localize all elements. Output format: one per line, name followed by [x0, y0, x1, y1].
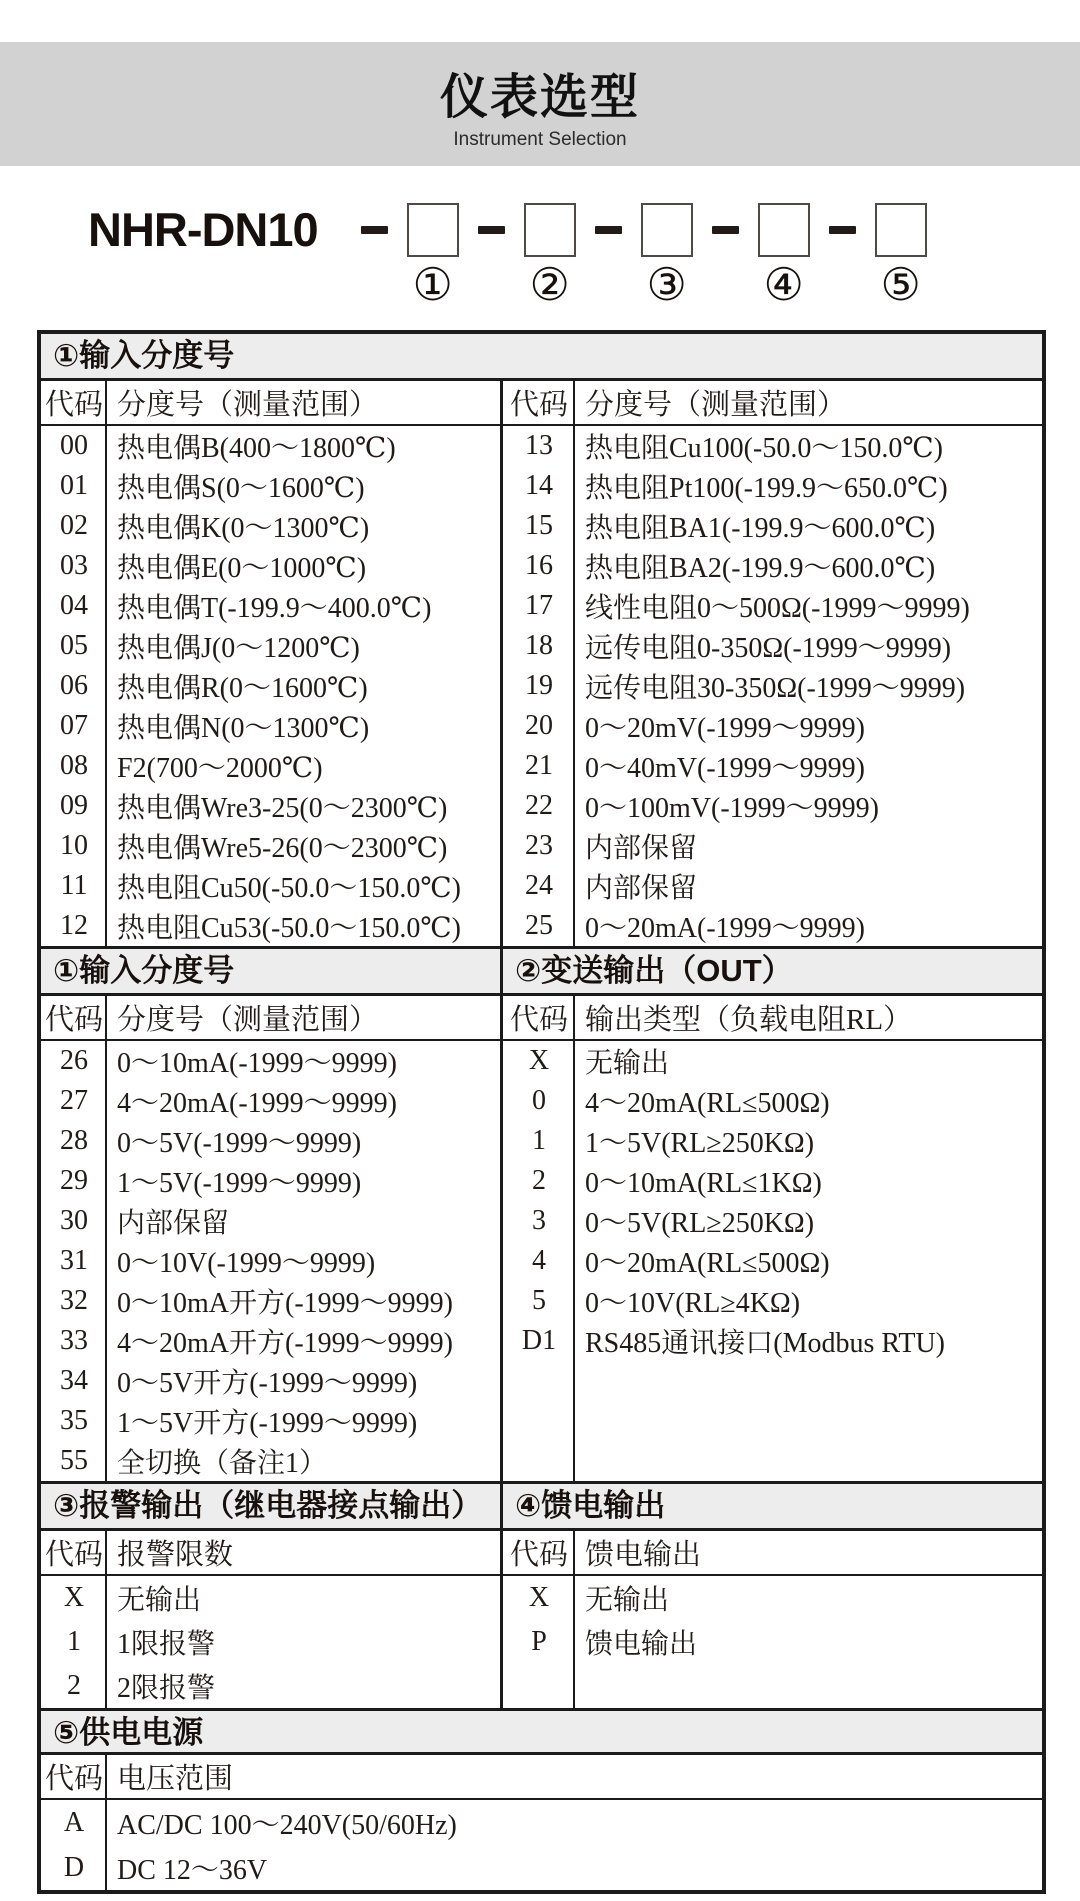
value-cell: 无输出 [585, 1585, 670, 1616]
table-row [503, 1121, 1042, 1161]
code-cell: 32 [60, 1285, 88, 1316]
model-prefix: NHR-DN10 [88, 203, 318, 256]
code-column-header: 代码 [44, 1763, 103, 1795]
table-row [503, 466, 1042, 506]
table-row [503, 786, 1042, 826]
code-column-header: 代码 [509, 1539, 568, 1571]
code-cell: 20 [525, 710, 553, 741]
column-divider [105, 996, 107, 1481]
table-row [41, 1441, 500, 1481]
table-row [41, 1161, 500, 1201]
value-cell: 0～5V(-1999～9999) [117, 1128, 362, 1159]
value-cell: 0～20mV(-1999～9999) [585, 713, 865, 744]
value-column-header: 馈电输出 [585, 1539, 702, 1571]
table-row [41, 706, 500, 746]
code-rows [41, 1800, 1042, 1890]
dash-separator [478, 226, 505, 234]
value-column-header: 报警限数 [117, 1539, 234, 1571]
code-cell: 04 [60, 590, 88, 621]
code-cell: 13 [525, 430, 553, 461]
value-cell: 1限报警 [117, 1629, 216, 1660]
code-cell: 01 [60, 470, 88, 501]
code-cell: 06 [60, 670, 88, 701]
table-row [41, 466, 500, 506]
model-code-line [88, 203, 927, 309]
model-slot-2 [524, 203, 576, 309]
model-slot-3 [641, 203, 693, 309]
table-row [503, 1161, 1042, 1201]
table-row [41, 626, 500, 666]
code-rows [41, 1576, 500, 1708]
section-header-feed: ④馈电输出 [515, 1488, 666, 1523]
value-cell: F2(700～2000℃) [117, 753, 323, 784]
code-cell: 26 [60, 1045, 88, 1076]
table-row [503, 506, 1042, 546]
value-column-header: 分度号（测量范围） [117, 389, 379, 421]
table-row [41, 1281, 500, 1321]
code-cell: 22 [525, 790, 553, 821]
value-cell: 1～5V开方(-1999～9999) [117, 1408, 418, 1439]
code-cell: 35 [60, 1405, 88, 1436]
code-cell: 17 [525, 590, 553, 621]
code-cell: 30 [60, 1205, 88, 1236]
model-digit-box [641, 203, 693, 257]
column-header-row [503, 1531, 1042, 1576]
section-2-body [41, 996, 1042, 1481]
section-2-left [41, 996, 503, 1481]
value-cell: 4～20mA(RL≤500Ω) [585, 1088, 830, 1119]
column-header-row [503, 996, 1042, 1041]
section-3-4-body [41, 1531, 1042, 1708]
section-3-left [41, 1531, 503, 1708]
table-row [41, 1321, 500, 1361]
value-column-header: 分度号（测量范围） [117, 1004, 379, 1036]
code-cell: 00 [60, 430, 88, 461]
section-header-output: ②变送输出（OUT） [515, 953, 793, 988]
code-cell: A [63, 1806, 85, 1838]
section-5-body [41, 1755, 1042, 1890]
value-cell: 4～20mA开方(-1999～9999) [117, 1328, 453, 1359]
column-header-row [41, 381, 500, 426]
code-cell: X [528, 1045, 550, 1076]
value-cell: 热电阻BA1(-199.9～600.0℃) [585, 513, 936, 544]
table-row [41, 666, 500, 706]
column-header-row [41, 996, 500, 1041]
column-divider [105, 381, 107, 946]
column-divider [105, 1531, 107, 1708]
value-cell: 线性电阻0～500Ω(-1999～9999) [585, 593, 970, 624]
value-cell: 0～40mV(-1999～9999) [585, 753, 865, 784]
column-divider [573, 996, 575, 1481]
section-5-full [41, 1755, 1042, 1890]
model-digit-label: ④ [763, 260, 804, 310]
code-cell: 21 [525, 750, 553, 781]
table-row [503, 1241, 1042, 1281]
value-cell: 0～100mV(-1999～9999) [585, 793, 879, 824]
code-cell: D1 [521, 1325, 557, 1356]
code-cell: 3 [532, 1205, 546, 1236]
column-divider [573, 381, 575, 946]
code-cell: D [63, 1851, 85, 1883]
model-digit-box [407, 203, 459, 257]
code-cell: X [528, 1582, 550, 1613]
code-cell: 33 [60, 1325, 88, 1356]
table-row [41, 586, 500, 626]
value-cell: 0～20mA(-1999～9999) [585, 913, 865, 944]
value-cell: 1～5V(RL≥250KΩ) [585, 1128, 815, 1159]
code-cell: 03 [60, 550, 88, 581]
value-cell: 热电偶T(-199.9～400.0℃) [117, 593, 432, 624]
section-1-left [41, 381, 503, 946]
value-cell: 0～10mA(RL≤1KΩ) [585, 1168, 822, 1199]
table-row [41, 1620, 500, 1664]
table-row [41, 1361, 500, 1401]
code-cell: 24 [525, 870, 553, 901]
section-header-label: ①输入分度号 [53, 338, 235, 373]
table-row [503, 746, 1042, 786]
model-digit-label: ① [412, 260, 453, 310]
value-cell: 2限报警 [117, 1673, 216, 1704]
table-row [503, 906, 1042, 946]
value-cell: 内部保留 [117, 1208, 230, 1239]
value-cell: DC 12～36V [117, 1854, 268, 1886]
model-digit-box [758, 203, 810, 257]
table-row [41, 1081, 500, 1121]
value-cell: 远传电阻30-350Ω(-1999～9999) [585, 673, 966, 704]
code-cell: 18 [525, 630, 553, 661]
code-cell: P [531, 1626, 547, 1657]
value-cell: 热电阻Cu50(-50.0～150.0℃) [117, 873, 461, 904]
model-slot-1 [407, 203, 459, 309]
section-header-row [41, 1481, 1042, 1531]
dash-separator [712, 226, 739, 234]
table-row [503, 1281, 1042, 1321]
value-cell: 热电阻Pt100(-199.9～650.0℃) [585, 473, 948, 504]
table-row [41, 546, 500, 586]
model-digit-label: ② [529, 260, 570, 310]
table-row [503, 826, 1042, 866]
model-digit-box [875, 203, 927, 257]
value-cell: 热电偶Wre3-25(0～2300℃) [117, 793, 448, 824]
table-row [503, 706, 1042, 746]
code-cell: 31 [60, 1245, 88, 1276]
table-row [503, 666, 1042, 706]
code-cell: 16 [525, 550, 553, 581]
code-cell: 07 [60, 710, 88, 741]
table-row [41, 1576, 500, 1620]
value-cell: 热电阻BA2(-199.9～600.0℃) [585, 553, 936, 584]
table-row [503, 1041, 1042, 1081]
table-row [41, 1664, 500, 1708]
table-row [41, 426, 500, 466]
code-cell: 0 [532, 1085, 546, 1116]
page-subtitle: Instrument Selection [453, 129, 627, 150]
code-cell: 11 [60, 870, 88, 901]
dash-separator [595, 226, 622, 234]
value-cell: 0～10mA开方(-1999～9999) [117, 1288, 453, 1319]
value-cell: 无输出 [117, 1585, 202, 1616]
table-row [503, 426, 1042, 466]
table-row [41, 786, 500, 826]
model-slot-5 [875, 203, 927, 309]
table-row [503, 866, 1042, 906]
code-cell: 12 [60, 910, 88, 941]
code-cell: 27 [60, 1085, 88, 1116]
code-cell: 10 [60, 830, 88, 861]
code-cell: 1 [67, 1626, 81, 1657]
value-cell: RS485通讯接口(Modbus RTU) [585, 1328, 946, 1359]
code-cell: 4 [532, 1245, 546, 1276]
code-column-header: 代码 [509, 389, 568, 421]
value-cell: AC/DC 100～240V(50/60Hz) [117, 1809, 457, 1841]
value-cell: 内部保留 [585, 873, 698, 904]
table-row [41, 1845, 1042, 1890]
page-title: 仪表选型 [439, 71, 640, 124]
table-row [41, 1121, 500, 1161]
code-cell: 2 [67, 1670, 81, 1701]
table-row [503, 1620, 1042, 1664]
code-cell: 2 [532, 1165, 546, 1196]
table-row [41, 1041, 500, 1081]
column-divider [573, 1531, 575, 1708]
code-rows [41, 426, 500, 946]
value-cell: 热电偶J(0～1200℃) [117, 633, 360, 664]
table-row [503, 1201, 1042, 1241]
model-digit-box [524, 203, 576, 257]
table-row [41, 1401, 500, 1441]
code-column-header: 代码 [44, 389, 103, 421]
table-row [41, 1241, 500, 1281]
model-slot-4 [758, 203, 810, 309]
title-band [0, 42, 1080, 166]
table-row [41, 826, 500, 866]
code-cell: 09 [60, 790, 88, 821]
value-cell: 0～5V(RL≥250KΩ) [585, 1208, 815, 1239]
section-1-right [503, 381, 1042, 946]
section-header-power [41, 1708, 1042, 1755]
selection-table [37, 330, 1046, 1894]
code-cell: 1 [532, 1125, 546, 1156]
section-1-body [41, 381, 1042, 946]
value-cell: 全切换（备注1） [117, 1448, 328, 1479]
value-cell: 热电阻Cu53(-50.0～150.0℃) [117, 913, 461, 944]
column-header-row [41, 1531, 500, 1576]
code-cell: 34 [60, 1365, 88, 1396]
code-column-header: 代码 [509, 1004, 568, 1036]
value-cell: 热电偶R(0～1600℃) [117, 673, 368, 704]
model-digit-label: ③ [646, 260, 687, 310]
table-row [41, 866, 500, 906]
code-rows [503, 1576, 1042, 1664]
value-cell: 热电偶S(0～1600℃) [117, 473, 365, 504]
value-cell: 无输出 [585, 1048, 670, 1079]
table-row [503, 1321, 1042, 1361]
dash-separator [829, 226, 856, 234]
section-header-input-cont: ①输入分度号 [41, 949, 503, 993]
code-cell: 08 [60, 750, 88, 781]
code-cell: 28 [60, 1125, 88, 1156]
table-row [503, 1081, 1042, 1121]
section-header-label: ⑤供电电源 [53, 1715, 204, 1750]
table-row [503, 626, 1042, 666]
value-cell: 热电阻Cu100(-50.0～150.0℃) [585, 433, 943, 464]
table-row [503, 586, 1042, 626]
value-cell: 1～5V(-1999～9999) [117, 1168, 362, 1199]
value-cell: 0～10V(-1999～9999) [117, 1248, 376, 1279]
section-header-row [41, 946, 1042, 996]
code-cell: 29 [60, 1165, 88, 1196]
code-rows [503, 426, 1042, 946]
value-cell: 0～20mA(RL≤500Ω) [585, 1248, 830, 1279]
value-column-header: 输出类型（负载电阻RL） [585, 1004, 913, 1036]
value-cell: 馈电输出 [585, 1629, 698, 1660]
section-4-right [503, 1531, 1042, 1708]
table-row [503, 1576, 1042, 1620]
value-cell: 0～10V(RL≥4KΩ) [585, 1288, 801, 1319]
value-cell: 0～5V开方(-1999～9999) [117, 1368, 418, 1399]
code-cell: 55 [60, 1445, 88, 1476]
value-cell: 内部保留 [585, 833, 698, 864]
table-row [41, 506, 500, 546]
code-cell: 25 [525, 910, 553, 941]
code-cell: 15 [525, 510, 553, 541]
value-cell: 热电偶N(0～1300℃) [117, 713, 370, 744]
value-cell: 热电偶Wre5-26(0～2300℃) [117, 833, 448, 864]
value-cell: 热电偶K(0～1300℃) [117, 513, 370, 544]
table-row [41, 906, 500, 946]
code-cell: 19 [525, 670, 553, 701]
code-cell: 05 [60, 630, 88, 661]
table-row [41, 1800, 1042, 1845]
code-cell: 14 [525, 470, 553, 501]
table-row [41, 1201, 500, 1241]
code-column-header: 代码 [44, 1004, 103, 1036]
value-column-header: 分度号（测量范围） [585, 389, 847, 421]
code-cell: 02 [60, 510, 88, 541]
code-cell: 23 [525, 830, 553, 861]
code-rows [503, 1041, 1042, 1361]
value-cell: 0～10mA(-1999～9999) [117, 1048, 397, 1079]
section-header-input [41, 334, 1042, 381]
table-row [41, 746, 500, 786]
value-cell: 热电偶E(0～1000℃) [117, 553, 367, 584]
column-divider [105, 1755, 107, 1890]
column-header-row [41, 1755, 1042, 1800]
model-digit-label: ⑤ [880, 260, 921, 310]
column-header-row [503, 381, 1042, 426]
dash-separator [361, 226, 388, 234]
value-column-header: 电压范围 [117, 1763, 234, 1795]
value-cell: 热电偶B(400～1800℃) [117, 433, 396, 464]
section-2-right [503, 996, 1042, 1481]
code-column-header: 代码 [44, 1539, 103, 1571]
value-cell: 4～20mA(-1999～9999) [117, 1088, 397, 1119]
value-cell: 远传电阻0-350Ω(-1999～9999) [585, 633, 952, 664]
code-cell: 5 [532, 1285, 546, 1316]
code-rows [41, 1041, 500, 1481]
code-cell: X [63, 1582, 85, 1613]
table-row [503, 546, 1042, 586]
section-header-alarm: ③报警输出（继电器接点输出） [41, 1484, 503, 1528]
